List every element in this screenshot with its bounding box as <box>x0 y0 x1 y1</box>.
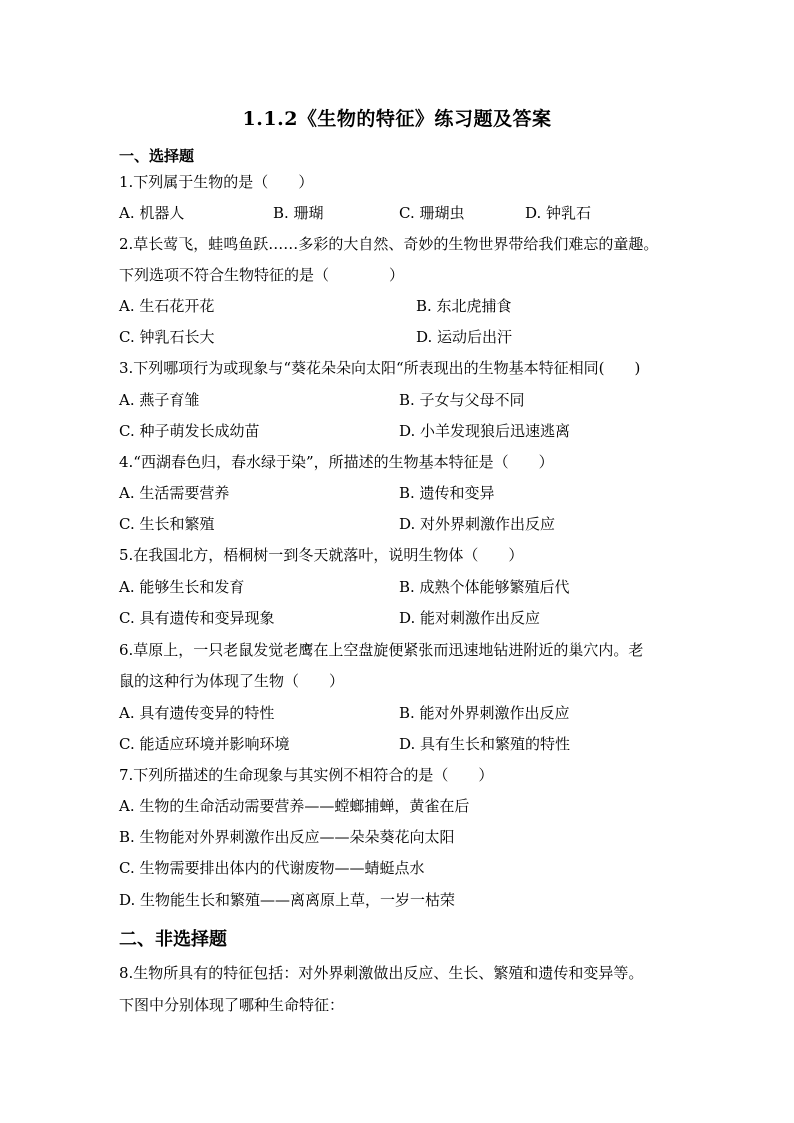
question-4-option-c: C. 生长和繁殖 <box>119 515 215 533</box>
question-7-option-b: B. 生物能对外界刺激作出反应——朵朵葵花向太阳 <box>119 828 455 846</box>
question-6-option-c: C. 能适应环境并影响环境 <box>119 735 290 753</box>
question-1-stem: 1.下列属于生物的是（ ） <box>119 173 314 191</box>
question-6-stem-line-1: 6.草原上，一只老鼠发觉老鹰在上空盘旋便紧张而迅速地钻进附近的巢穴内。老 <box>119 641 644 659</box>
question-8-stem-line-2: 下图中分别体现了哪种生命特征： <box>119 996 345 1014</box>
question-2-option-c: C. 钟乳石长大 <box>119 328 215 346</box>
question-3-option-c: C. 种子萌发长成幼苗 <box>119 422 260 440</box>
question-4-stem: 4.“西湖春色归，春水绿于染”，所描述的生物基本特征是（ ） <box>119 453 554 471</box>
question-3-option-a: A. 燕子育雏 <box>119 391 200 409</box>
question-7-stem: 7.下列所描述的生命现象与其实例不相符合的是（ ） <box>119 766 494 784</box>
question-4-option-b: B. 遗传和变异 <box>399 484 495 502</box>
question-6-stem-line-2: 鼠的这种行为体现了生物（ ） <box>119 672 345 690</box>
question-8-stem-line-1: 8.生物所具有的特征包括：对外界刺激做出反应、生长、繁殖和遗传和变异等。 <box>119 964 644 982</box>
question-7-option-a: A. 生物的生命活动需要营养——螳螂捕蝉，黄雀在后 <box>119 797 470 815</box>
question-6-option-b: B. 能对外界刺激作出反应 <box>399 704 570 722</box>
question-3-option-b: B. 子女与父母不同 <box>399 391 525 409</box>
question-3-stem: 3.下列哪项行为或现象与“葵花朵朵向太阳“所表现出的生物基本特征相同( ) <box>119 359 641 377</box>
question-1-option-a: A. 机器人 <box>119 204 185 222</box>
question-1-option-c: C. 珊瑚虫 <box>399 204 465 222</box>
question-2-option-d: D. 运动后出汗 <box>416 328 513 346</box>
question-2-option-b: B. 东北虎捕食 <box>416 297 512 315</box>
question-2-stem-line-1: 2.草长莺飞，蛙鸣鱼跃……多彩的大自然、奇妙的生物世界带给我们难忘的童趣。 <box>119 235 659 253</box>
question-1-option-b: B. 珊瑚 <box>273 204 324 222</box>
question-1-option-d: D. 钟乳石 <box>525 204 592 222</box>
section-heading-non-choice: 二、非选择题 <box>119 929 227 950</box>
question-5-option-c: C. 具有遗传和变异现象 <box>119 609 275 627</box>
question-6-option-a: A. 具有遗传变异的特性 <box>119 704 275 722</box>
question-5-stem: 5.在我国北方，梧桐树一到冬天就落叶，说明生物体（ ） <box>119 546 524 564</box>
question-7-option-c: C. 生物需要排出体内的代谢废物——蜻蜓点水 <box>119 859 425 877</box>
question-7-option-d: D. 生物能生长和繁殖——离离原上草，一岁一枯荣 <box>119 891 456 909</box>
page-title: 1.1.2《生物的特征》练习题及答案 <box>242 108 552 130</box>
question-4-option-a: A. 生活需要营养 <box>119 484 230 502</box>
question-2-stem-line-2: 下列选项不符合生物特征的是（ ） <box>119 266 405 284</box>
section-heading-choice: 一、选择题 <box>119 147 195 165</box>
question-6-option-d: D. 具有生长和繁殖的特性 <box>399 735 571 753</box>
question-5-option-b: B. 成熟个体能够繁殖后代 <box>399 578 570 596</box>
question-4-option-d: D. 对外界刺激作出反应 <box>399 515 556 533</box>
question-5-option-d: D. 能对刺激作出反应 <box>399 609 541 627</box>
question-5-option-a: A. 能够生长和发育 <box>119 578 245 596</box>
question-2-option-a: A. 生石花开花 <box>119 297 215 315</box>
question-3-option-d: D. 小羊发现狼后迅速逃离 <box>399 422 571 440</box>
